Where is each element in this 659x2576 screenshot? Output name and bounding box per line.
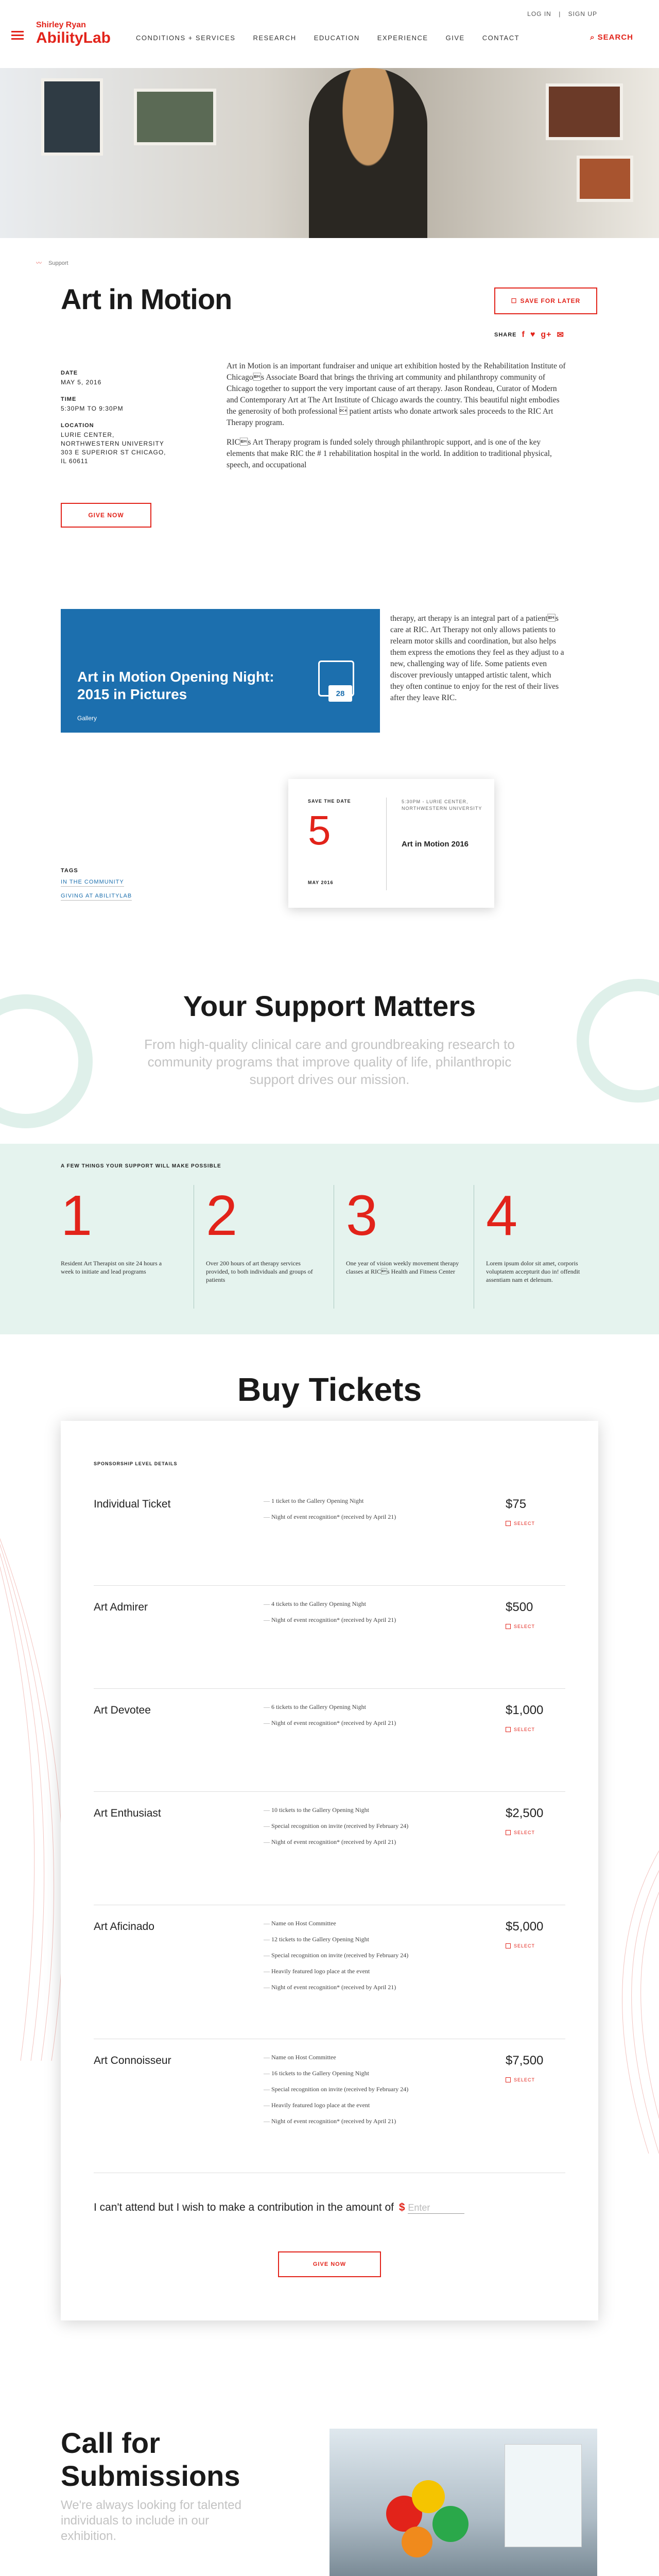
divider [386, 798, 387, 890]
google-plus-icon[interactable]: g+ [541, 330, 552, 339]
tickets-card [61, 1421, 598, 2320]
contribution-text: I can't attend but I wish to make a contribution in the amount of [94, 2201, 394, 2213]
article-body [227, 361, 566, 479]
tier-select-checkbox[interactable]: SELECT [506, 1943, 535, 1948]
tier-price: $1,000 [506, 1703, 544, 1717]
tier-select-checkbox[interactable]: SELECT [506, 1830, 535, 1835]
ticket-tier [94, 2049, 565, 2173]
sponsorship-header: SPONSORSHIP LEVEL DETAILS [94, 1461, 178, 1466]
contribution-row [94, 2201, 464, 2214]
meta-date-label: DATE [61, 370, 78, 376]
tier-name: Art Enthusiast [94, 1807, 161, 1819]
email-icon[interactable]: ✉ [557, 331, 564, 340]
tier-select-checkbox[interactable]: SELECT [506, 1727, 535, 1732]
tier-price: $2,500 [506, 1806, 544, 1820]
tier-benefits: — 6 tickets to the Gallery Opening Night — Night of event recognition* (received by April 21) [264, 1703, 396, 1735]
tags [61, 868, 132, 907]
tier-price: $75 [506, 1497, 527, 1511]
ticket-tier [94, 1493, 565, 1586]
gallery-title: Art in Motion Opening Night: 2015 in Pictures [77, 669, 274, 702]
ticket-tier [94, 1802, 565, 1905]
tier-benefits: — 4 tickets to the Gallery Opening Night — Night of event recognition* (received by April 21) [264, 1600, 396, 1632]
main-nav [136, 34, 519, 42]
utility-nav [522, 10, 597, 18]
body-paragraph: Art in Motion is an important fundraiser and unique art exhibition hosted by the Rehabilitation Institute of Chicagos Associate Board that brings the thriving art community and philanthropy community of Chicago together to support the very important cause of art therapy. Jason Rondeau, Curator of Modern and Contemporary Art at The Art Institute of Chicago awards the country. This beautiful night embodies the generosity of both professional  patient artists who donate artwork sales proceeds to the RIC Art Therapy program. [227, 362, 566, 427]
support-stats-band [0, 1144, 659, 1334]
search-button[interactable]: ⌕ SEARCH [590, 33, 633, 42]
save-the-date-card [288, 779, 494, 908]
meta-date-value: MAY 5, 2016 [61, 379, 102, 386]
contribution-amount-input[interactable]: Enter [408, 2202, 464, 2214]
tier-name: Art Aficinado [94, 1921, 154, 1933]
tier-price: $5,000 [506, 1920, 544, 1934]
tier-name: Individual Ticket [94, 1498, 171, 1510]
tier-benefits: — Name on Host Committee — 16 tickets to the Gallery Opening Night — Special recognition on invite (received by February 24) — Heavily featured logo place at the event — Night of event recognition* (received by April 21) [264, 2054, 408, 2133]
meta-location-label: LOCATION [61, 422, 94, 429]
support-subtitle: From high-quality clinical care and groundbreaking research to community programs that improve quality of life, philanthropic support drives our mission. [144, 1037, 515, 1087]
nav-give[interactable]: GIVE [445, 34, 465, 42]
bookmark-icon: ☐ [511, 297, 517, 304]
login-link[interactable]: LOG IN [527, 10, 551, 18]
page-title: Art in Motion [61, 283, 232, 315]
ticket-tier [94, 1699, 565, 1792]
search-icon: ⌕ [590, 33, 595, 42]
tier-benefits: — 1 ticket to the Gallery Opening Night — Night of event recognition* (received by April 21) [264, 1497, 396, 1529]
breadcrumb-support[interactable]: Support [48, 260, 68, 266]
tier-benefits: — 10 tickets to the Gallery Opening Night — Special recognition on invite (received by February 24) — Night of event recognition* (received by April 21) [264, 1806, 408, 1854]
stat-number: 1 [61, 1184, 93, 1247]
gallery-count: 28 [328, 685, 352, 702]
stat-description: Over 200 hours of art therapy services provided, to both individuals and groups of patients [206, 1260, 313, 1283]
gallery-card[interactable] [61, 609, 380, 733]
submissions-subtitle: We're always looking for talented individuals to include in our exhibition. [61, 2498, 241, 2543]
signup-link[interactable]: SIGN UP [568, 10, 597, 18]
band-heading: A FEW THINGS YOUR SUPPORT WILL MAKE POSSIBLE [61, 1163, 221, 1169]
save-date-day: 5 [308, 807, 331, 853]
stat-item [346, 1185, 459, 1276]
breadcrumb [36, 259, 68, 267]
tier-name: Art Admirer [94, 1601, 148, 1613]
tier-select-checkbox[interactable]: SELECT [506, 1521, 535, 1526]
give-now-button[interactable]: GIVE NOW [61, 503, 151, 528]
submissions-image [330, 2429, 597, 2576]
save-date-location: 5:30PM - LURIE CENTER, NORTHWESTERN UNIVERSITY [402, 799, 482, 811]
tags-label: TAGS [61, 868, 78, 874]
article-body-continued: therapy, art therapy is an integral part of a patients care at RIC. Art Therapy not only allows patients to relearn motor skills and coordination, but also helps them express the emotions they feel as they adjust to a new, challenging way of life. Some patients even discover previously untapped artistic talent, which they often continue to enjoy for the rest of their lives after they leave RIC. [390, 614, 564, 702]
buy-tickets-title: Buy Tickets [237, 1371, 422, 1408]
ticket-tier [94, 1596, 565, 1689]
nav-education[interactable]: EDUCATION [314, 34, 360, 42]
stat-description: Resident Art Therapist on site 24 hours a week to initiate and lead programs [61, 1260, 162, 1275]
tier-select-checkbox[interactable]: SELECT [506, 1624, 535, 1629]
ticket-tier [94, 1916, 565, 2039]
utility-divider: | [559, 10, 561, 18]
stat-description: One year of vision weekly movement therapy classes at RICs Health and Fitness Center [346, 1260, 459, 1275]
stat-description: Lorem ipsum dolor sit amet, corporis voluptatem accepturit duo in! offendit assentiam nam et delenum. [486, 1260, 580, 1283]
tier-benefits: — Name on Host Committee — 12 tickets to the Gallery Opening Night — Special recognition on invite (received by February 24) — Heavily featured logo place at the event — Night of event recognition* (received by April 21) [264, 1920, 408, 1999]
gallery-brand: Gallery [77, 715, 97, 722]
body-paragraph: RICs Art Therapy program is funded solely through philanthropic support, and is one of the key elements that make RIC the # 1 rehabilitation hospital in the world. In addition to traditional physical, speech, and occupational [227, 438, 552, 469]
save-date-event: Art in Motion 2016 [402, 840, 469, 849]
hamburger-menu-icon[interactable] [11, 31, 24, 40]
meta-time-value: 5:30PM TO 9:30PM [61, 405, 124, 412]
breadcrumb-logo-icon: 〰 [36, 260, 42, 266]
tier-name: Art Connoisseur [94, 2055, 171, 2066]
meta-time-label: TIME [61, 396, 77, 402]
save-date-label: SAVE THE DATE [308, 799, 351, 804]
logo[interactable]: Shirley Ryan AbilityLab [36, 21, 111, 46]
nav-research[interactable]: RESEARCH [253, 34, 297, 42]
tag-link[interactable]: IN THE COMMUNITY [61, 879, 124, 887]
nav-experience[interactable]: EXPERIENCE [377, 34, 428, 42]
nav-conditions[interactable]: CONDITIONS + SERVICES [136, 34, 236, 42]
tier-price: $500 [506, 1600, 533, 1614]
currency-symbol: $ [398, 2201, 405, 2213]
site-header [0, 0, 659, 68]
twitter-icon[interactable]: ♥ [530, 330, 536, 339]
give-now-button[interactable]: GIVE NOW [278, 2251, 381, 2277]
support-title: Your Support Matters [183, 990, 476, 1022]
stat-item [206, 1185, 319, 1284]
tier-name: Art Devotee [94, 1704, 151, 1716]
stat-item [486, 1185, 599, 1284]
facebook-icon[interactable]: f [522, 330, 525, 339]
stat-number: 2 [206, 1184, 238, 1247]
tier-select-checkbox[interactable]: SELECT [506, 2077, 535, 2082]
save-date-month: MAY 2016 [308, 880, 334, 885]
stat-item [61, 1185, 174, 1276]
nav-contact[interactable]: CONTACT [482, 34, 520, 42]
hero-image [0, 68, 659, 238]
meta-location-value: LURIE CENTER, NORTHWESTERN UNIVERSITY 303 E SUPERIOR ST CHICAGO, IL 60611 [61, 431, 166, 465]
stat-number: 3 [346, 1184, 378, 1247]
share-bar: SHARE f ♥ g+ ✉ [494, 330, 564, 340]
save-for-later-button[interactable]: ☐ SAVE FOR LATER [494, 287, 597, 314]
tier-price: $7,500 [506, 2054, 544, 2067]
tag-link[interactable]: GIVING AT ABILITYLAB [61, 893, 132, 901]
submissions-title: Call for Submissions [61, 2427, 240, 2492]
event-meta [61, 361, 174, 466]
stat-number: 4 [486, 1184, 518, 1247]
